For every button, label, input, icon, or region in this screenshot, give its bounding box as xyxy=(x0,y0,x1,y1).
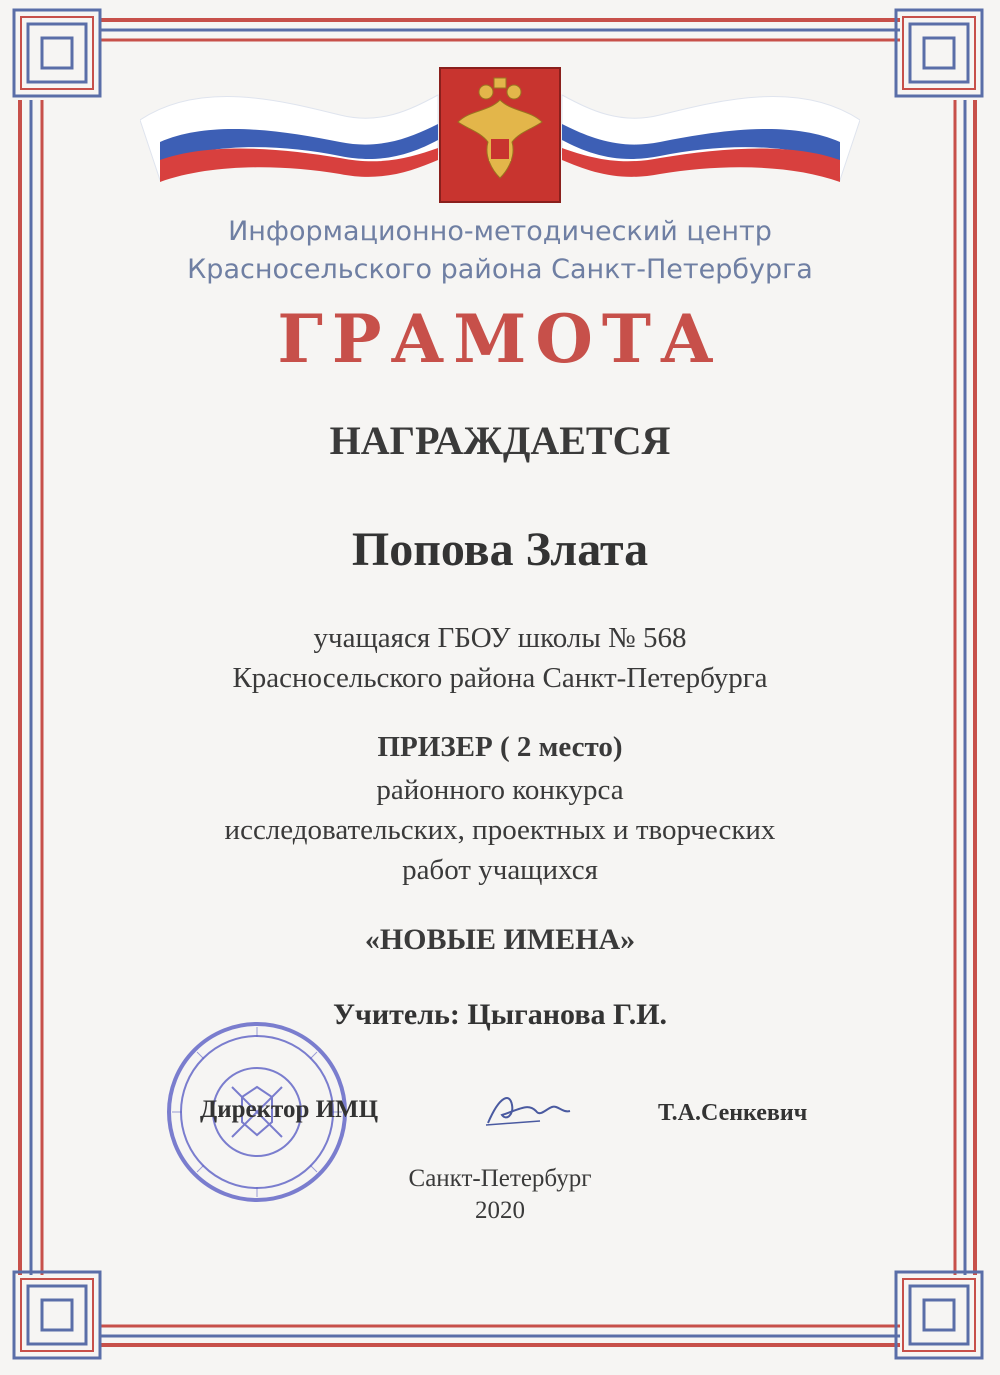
award-place: ПРИЗЕР ( 2 место) xyxy=(377,731,623,763)
signatory-name: Т.А.Сенкевич xyxy=(658,1100,808,1126)
certificate-title: ГРАМОТА xyxy=(277,300,723,378)
issue-year: 2020 xyxy=(475,1197,525,1224)
recipient-name: Попова Злата xyxy=(351,523,649,576)
award-line-3: работ учащихся xyxy=(402,854,598,886)
recipient-info-line-1: учащаяся ГБОУ школы № 568 xyxy=(313,622,687,654)
signature-position: Директор ИМЦ xyxy=(200,1096,379,1123)
organization-line-2: Красносельского района Санкт-Петербурга xyxy=(187,254,813,285)
award-line-1: районного конкурса xyxy=(376,774,624,806)
teacher-name: Учитель: Цыганова Г.И. xyxy=(332,998,668,1031)
handwritten-signature-icon xyxy=(480,1085,580,1135)
russian-coat-of-arms-icon xyxy=(140,60,860,210)
award-line-2: исследовательских, проектных и творческих xyxy=(224,814,776,846)
recipient-info-line-2: Красносельского района Санкт-Петербурга xyxy=(232,662,768,694)
organization-name xyxy=(0,213,1000,289)
contest-name: «НОВЫЕ ИМЕНА» xyxy=(364,923,636,956)
issue-place-date xyxy=(0,1163,1000,1227)
award-description xyxy=(0,770,1000,890)
recipient-info xyxy=(0,618,1000,698)
awarded-label: НАГРАЖДАЕТСЯ xyxy=(329,418,671,463)
organization-line-1: Информационно-методический центр xyxy=(228,216,772,247)
issue-city: Санкт-Петербург xyxy=(408,1165,592,1192)
